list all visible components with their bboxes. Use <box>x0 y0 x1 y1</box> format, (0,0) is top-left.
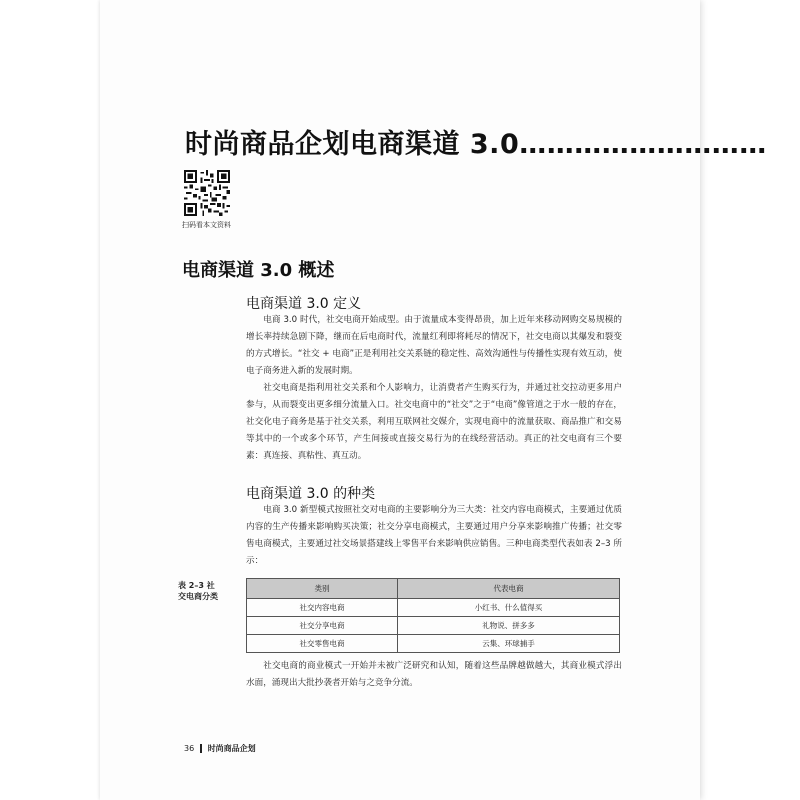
book-page <box>100 0 767 800</box>
table-row <box>247 635 620 653</box>
table-row <box>247 617 620 635</box>
page-footer <box>184 743 256 754</box>
page-number: 36 <box>184 744 195 753</box>
section-title: 电商渠道 3.0 概述 <box>182 260 335 281</box>
table-header-category: 类别 <box>247 579 398 599</box>
qr-caption: 扫码看本文资料 <box>182 221 231 229</box>
table-caption: 表 2–3 社交电商分类 <box>178 581 218 601</box>
table-row <box>247 599 620 617</box>
subsection-title-types: 电商渠道 3.0 的种类 <box>246 486 376 502</box>
paragraph-definition-1: 电商 3.0 时代，社交电商开始成型。由于流量成本变得昂贵，加上近年来移动网购交易规模的增长率持续急剧下降，继而在后电商时代，流量红利即将耗尽的情况下，社交电商以其爆发和裂变的方式增长。“社交 + 电商”正是利用社交关系链的稳定性、高效沟通性与传播性实现有效互动，使电子商务进入新的发展时期。 <box>246 315 622 376</box>
paragraph-closing: 社交电商的商业模式一开始并未被广泛研究和认知，随着这些品牌越做越大，其商业模式浮出水面，涌现出大批抄袭者开始与之竞争分流。 <box>246 661 622 688</box>
paragraph-types: 电商 3.0 新型模式按照社交对电商的主要影响分为三大类：社交内容电商模式，主要通过优质内容的生产传播来影响购买决策；社交分享电商模式，主要通过用户分享来影响推广传播；社交零售电商模式，主要通过社交场景搭建线上零售平台来影响供应销售。三种电商类型代表如表 2–3 所示： <box>246 505 622 566</box>
table-cell: 礼物说、拼多多 <box>398 617 620 635</box>
table-header-row <box>247 579 620 599</box>
book-title: 时尚商品企划 <box>207 743 256 753</box>
table-cell: 小红书、什么值得买 <box>398 599 620 617</box>
qr-code-icon <box>184 170 230 216</box>
table-cell: 云集、环球捕手 <box>398 635 620 653</box>
table-cell: 社交分享电商 <box>247 617 398 635</box>
footer-divider <box>200 744 202 753</box>
subsection-title-definition: 电商渠道 3.0 定义 <box>246 296 362 312</box>
paragraph-definition-2: 社交电商是指利用社交关系和个人影响力，让消费者产生购买行为，并通过社交拉动更多用户参与，从而裂变出更多细分流量入口。社交电商中的“社交”之于“电商”像管道之于水一般的存在，社交化电子商务是基于社交关系，利用互联网社交媒介，实现电商中的流量获取、商品推广和交易等其中的一个或多个环节，产生间接或直接交易行为的在线经营活动。真正的社交电商有三个要素：真连接、真粘性、真互动。 <box>246 383 622 461</box>
chapter-title: 时尚商品企划电商渠道 3.0……………………… <box>185 129 767 160</box>
table-cell: 社交零售电商 <box>247 635 398 653</box>
social-commerce-table <box>246 578 620 653</box>
table-header-representative: 代表电商 <box>398 579 620 599</box>
table-cell: 社交内容电商 <box>247 599 398 617</box>
